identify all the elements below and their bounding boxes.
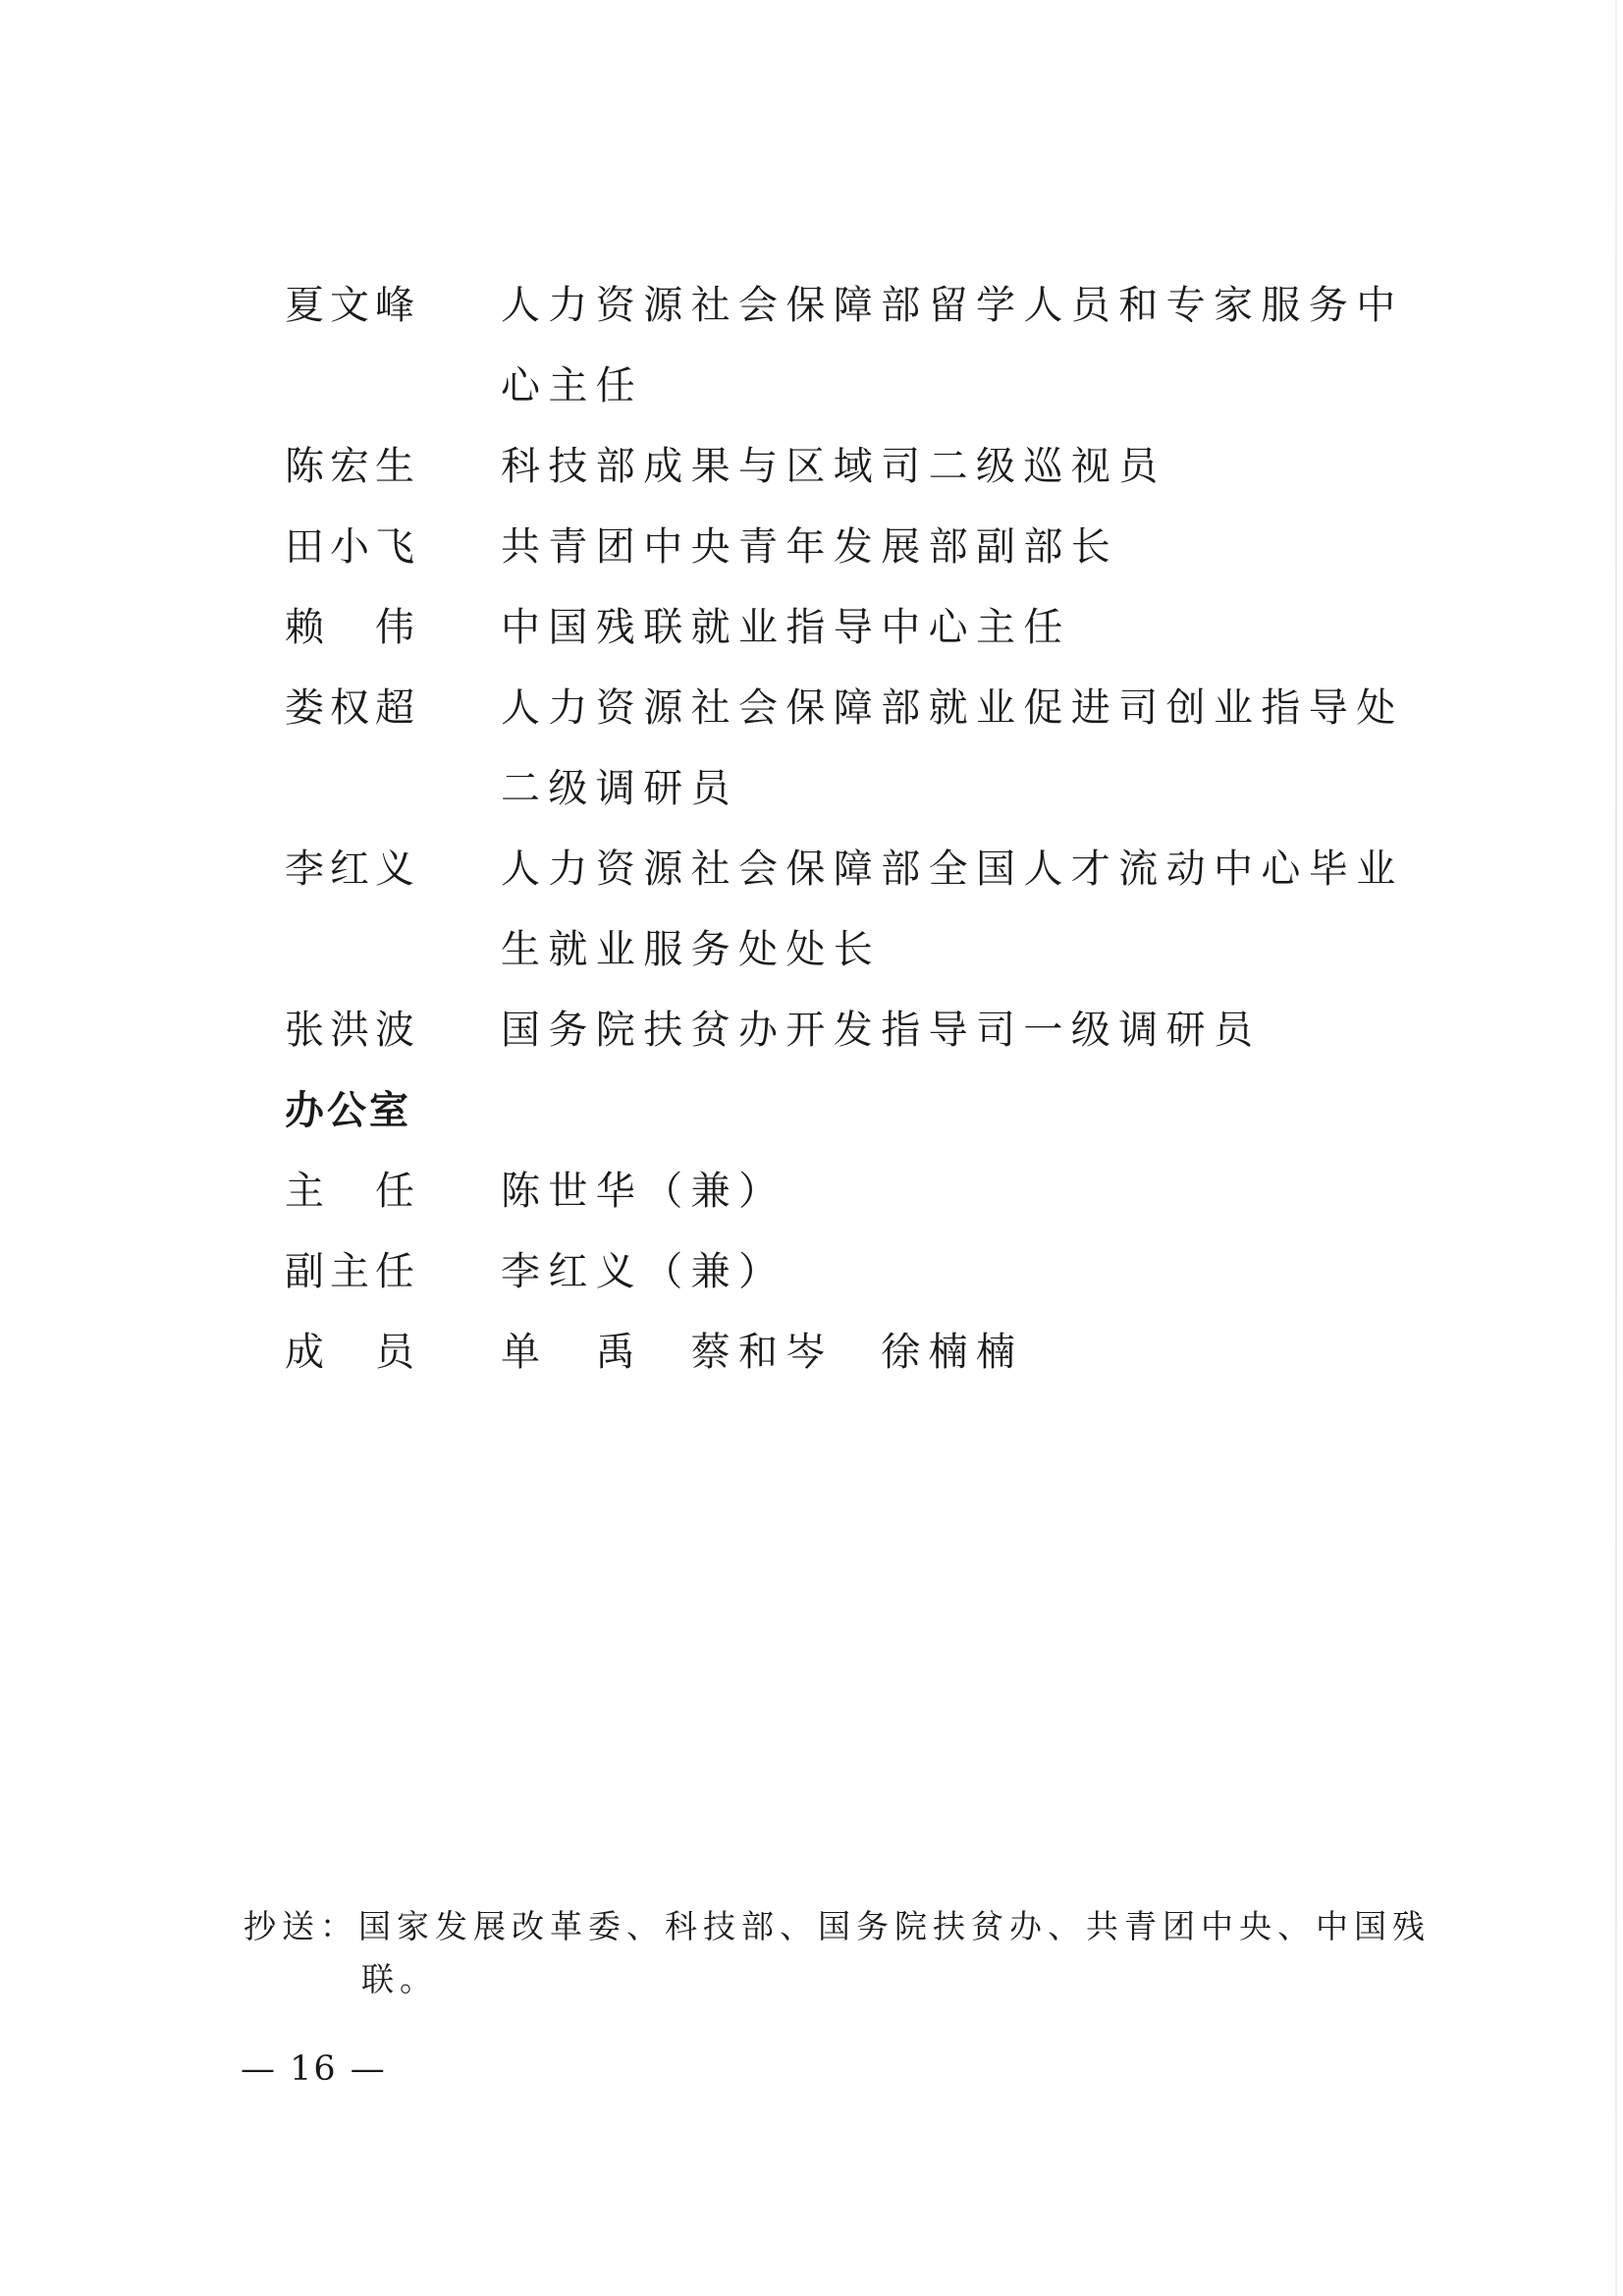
member-name: 娄权超 (285, 685, 420, 731)
member-name: 陈宏生 (285, 444, 420, 489)
member-list (285, 265, 1414, 1393)
page-edge (1615, 0, 1617, 2296)
office-row (285, 1231, 1414, 1312)
member-row (285, 587, 1414, 668)
office-row (285, 1312, 1414, 1393)
member-role: 人力资源社会保障部留学人员和专家服务中心主任 (501, 283, 1404, 409)
office-position: 成 员 (285, 1330, 420, 1375)
member-name: 田小飞 (285, 524, 420, 570)
member-role: 共青团中央青年发展部副部长 (501, 524, 1119, 570)
member-role: 中国残联就业指导中心主任 (501, 605, 1071, 650)
member-name: 赖 伟 (285, 605, 420, 650)
office-holder: 李红义（兼） (501, 1249, 786, 1294)
member-row (285, 507, 1414, 587)
member-name: 夏文峰 (285, 283, 420, 328)
member-role: 国务院扶贫办开发指导司一级调研员 (501, 1008, 1262, 1053)
member-role: 人力资源社会保障部就业促进司创业指导处二级调研员 (501, 685, 1404, 811)
office-row (285, 1151, 1414, 1231)
member-role: 人力资源社会保障部全国人才流动中心毕业生就业服务处处长 (501, 847, 1404, 972)
office-holder: 单 禹 蔡和岑 徐楠楠 (501, 1330, 1024, 1375)
office-holder: 陈世华（兼） (501, 1169, 786, 1214)
member-row (285, 426, 1414, 507)
page-number: — 16 — (241, 2050, 387, 2089)
member-role: 科技部成果与区域司二级巡视员 (501, 444, 1166, 489)
member-row (285, 829, 1414, 990)
member-name: 李红义 (285, 847, 420, 892)
member-row (285, 265, 1414, 426)
office-section-title: 办公室 (285, 1088, 411, 1133)
member-row (285, 668, 1414, 829)
cc-recipients: 抄送：国家发展改革委、科技部、国务院扶贫办、共青团中央、中国残联。 (243, 1907, 1431, 1998)
member-row (285, 990, 1414, 1070)
member-name: 张洪波 (285, 1008, 420, 1053)
office-position: 主 任 (285, 1169, 420, 1214)
office-position: 副主任 (285, 1249, 420, 1294)
